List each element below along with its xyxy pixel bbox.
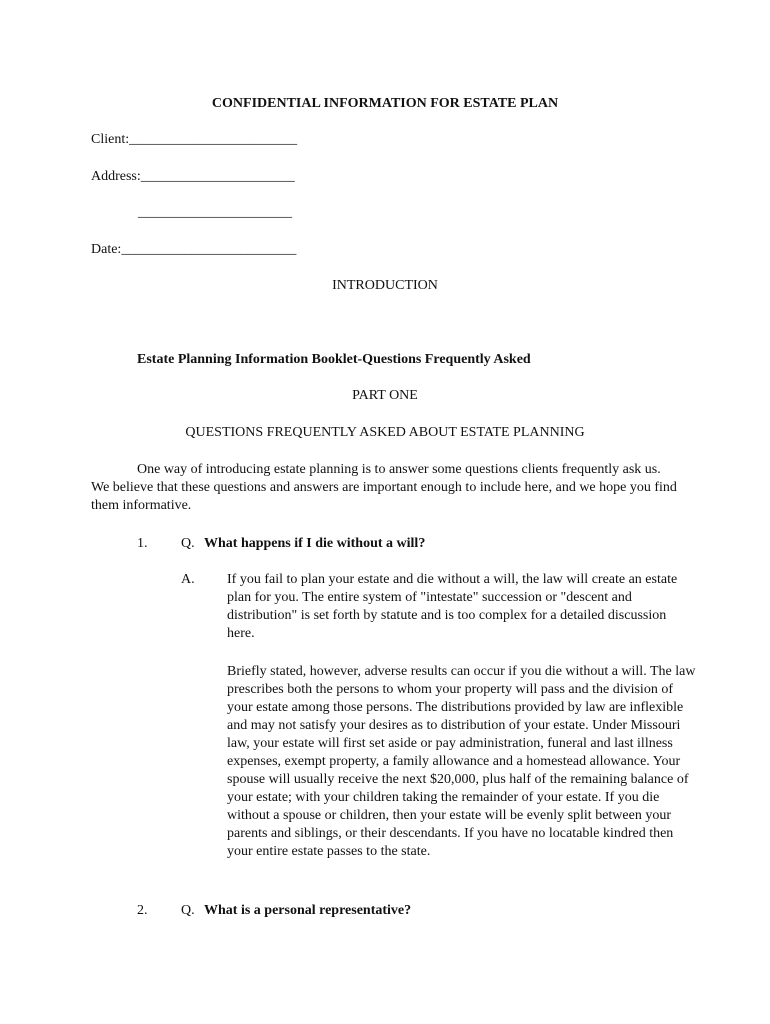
section-heading: QUESTIONS FREQUENTLY ASKED ABOUT ESTATE PLANNING	[185, 425, 585, 440]
address-field: Address:______________________	[91, 169, 295, 184]
answer-1-paragraph-1: If you fail to plan your estate and die without a will, the law will create an estate plan for you. The entire system of "intestate" succession or "descent and distribution" is set forth by statute and is too complex for a detailed discussion here.	[227, 572, 678, 641]
question-1-text: What happens if I die without a will?	[204, 536, 426, 551]
date-field: Date:_________________________	[91, 242, 297, 257]
booklet-title: Estate Planning Information Booklet-Questions Frequently Asked	[137, 352, 531, 367]
question-2-q-label: Q.	[181, 903, 195, 918]
part-heading: PART ONE	[352, 388, 418, 403]
question-1-number: 1.	[137, 536, 148, 551]
intro-paragraph: One way of introducing estate planning is to answer some questions clients frequently ask us. We believe that these questions and answers are important enough to include here, and we hope you find them informative.	[91, 462, 677, 513]
client-field: Client:________________________	[91, 132, 298, 147]
document-title: CONFIDENTIAL INFORMATION FOR ESTATE PLAN	[211, 96, 559, 111]
answer-1-paragraph-2: Briefly stated, however, adverse results can occur if you die without a will. The law prescribes both the persons to whom your property will pass and the division of your estate among those persons. The distributions provided by law are inflexible and may not satisfy your desires as to distribution of your estate. Under Missouri law, your estate will first set aside or pay administration, funeral and last illness expenses, exempt property, a family allowance and a homestead allowance. Your spouse will usually receive the next $20,000, plus half of the remaining balance of your estate; with your children taking the remainder of your estate. If you die without a spouse or children, then your estate will be evenly split between your parents and siblings, or their descendants. If you have no locatable kindred then your entire estate passes to the state.	[227, 664, 696, 859]
question-1-q-label: Q.	[181, 536, 195, 551]
answer-1-a-label: A.	[181, 572, 195, 587]
address-line2-field: ______________________	[138, 205, 292, 220]
question-2-text: What is a personal representative?	[204, 903, 412, 918]
question-2-number: 2.	[137, 903, 148, 918]
introduction-heading: INTRODUCTION	[332, 278, 438, 293]
